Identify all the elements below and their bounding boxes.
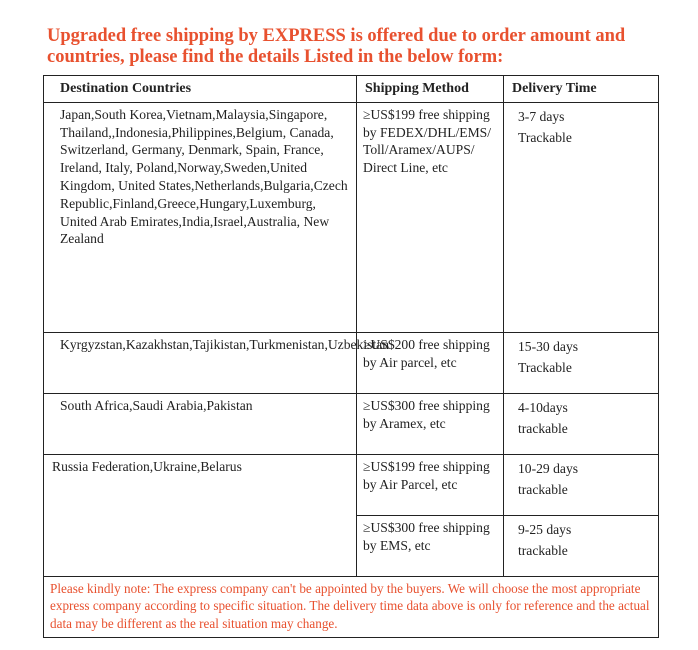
header-row — [44, 76, 659, 103]
delivery-time-cell — [504, 454, 659, 515]
countries-cell: Russia Federation,Ukraine,Belarus — [44, 454, 357, 576]
method-cell: ≥US$199 free shipping by Air Parcel, etc — [357, 454, 504, 515]
header-delivery-time: Delivery Time — [504, 76, 659, 103]
header-destination-countries: Destination Countries — [44, 76, 357, 103]
table-row — [44, 454, 659, 515]
page-heading: Upgraded free shipping by EXPRESS is offered due to order amount and countries, please find the details Listed in the below form: — [47, 26, 626, 67]
header-shipping-method: Shipping Method — [357, 76, 504, 103]
disclaimer-note: Please kindly note: The express company can't be appointed by the buyers. We will choose the most appropriate express company according to specific situation. The delivery time data above is only for reference and the actual data may be different as the real situation may change. — [44, 576, 659, 638]
delivery-days: 10-29 days — [518, 460, 579, 476]
table-row — [44, 393, 659, 454]
method-cell: ≥US$300 free shipping by EMS, etc — [357, 515, 504, 576]
note-row — [44, 576, 659, 638]
shipping-table — [43, 75, 659, 638]
table-row — [44, 332, 659, 393]
delivery-time-cell — [504, 332, 659, 393]
delivery-days: 4-10days — [518, 399, 568, 415]
delivery-time-cell — [504, 515, 659, 576]
tracking-status: trackable — [518, 420, 568, 436]
method-cell: ≥US$200 free shipping by Air parcel, etc — [357, 332, 504, 393]
table-row — [44, 102, 659, 332]
tracking-status: trackable — [518, 542, 568, 558]
delivery-days: 3-7 days — [518, 108, 565, 124]
method-cell: ≥US$199 free shipping by FEDEX/DHL/EMS/ Toll/Aramex/AUPS/ Direct Line, etc — [357, 102, 504, 332]
delivery-time-cell — [504, 102, 659, 332]
countries-cell: Kyrgyzstan,Kazakhstan,Tajikistan,Turkmenistan,Uzbekistan — [44, 332, 357, 393]
tracking-status: Trackable — [518, 129, 572, 145]
method-cell: ≥US$300 free shipping by Aramex, etc — [357, 393, 504, 454]
tracking-status: Trackable — [518, 359, 572, 375]
delivery-days: 15-30 days — [518, 338, 579, 354]
delivery-time-cell — [504, 393, 659, 454]
delivery-days: 9-25 days — [518, 521, 572, 537]
countries-cell: Japan,South Korea,Vietnam,Malaysia,Singapore, Thailand,,Indonesia,Philippines,Belgium, Canada, Switzerland, Germany, Denmark, Spain, France, Ireland, Italy, Poland,Norway,Sweden,United Kingdom, United States,Netherlands,Bulgaria,Czech Republic,Finland,Greece,Hungary,Luxemburg, United Arab Emirates,India,Israel,Australia, New Zealand — [44, 102, 357, 332]
countries-cell: South Africa,Saudi Arabia,Pakistan — [44, 393, 357, 454]
tracking-status: trackable — [518, 481, 568, 497]
